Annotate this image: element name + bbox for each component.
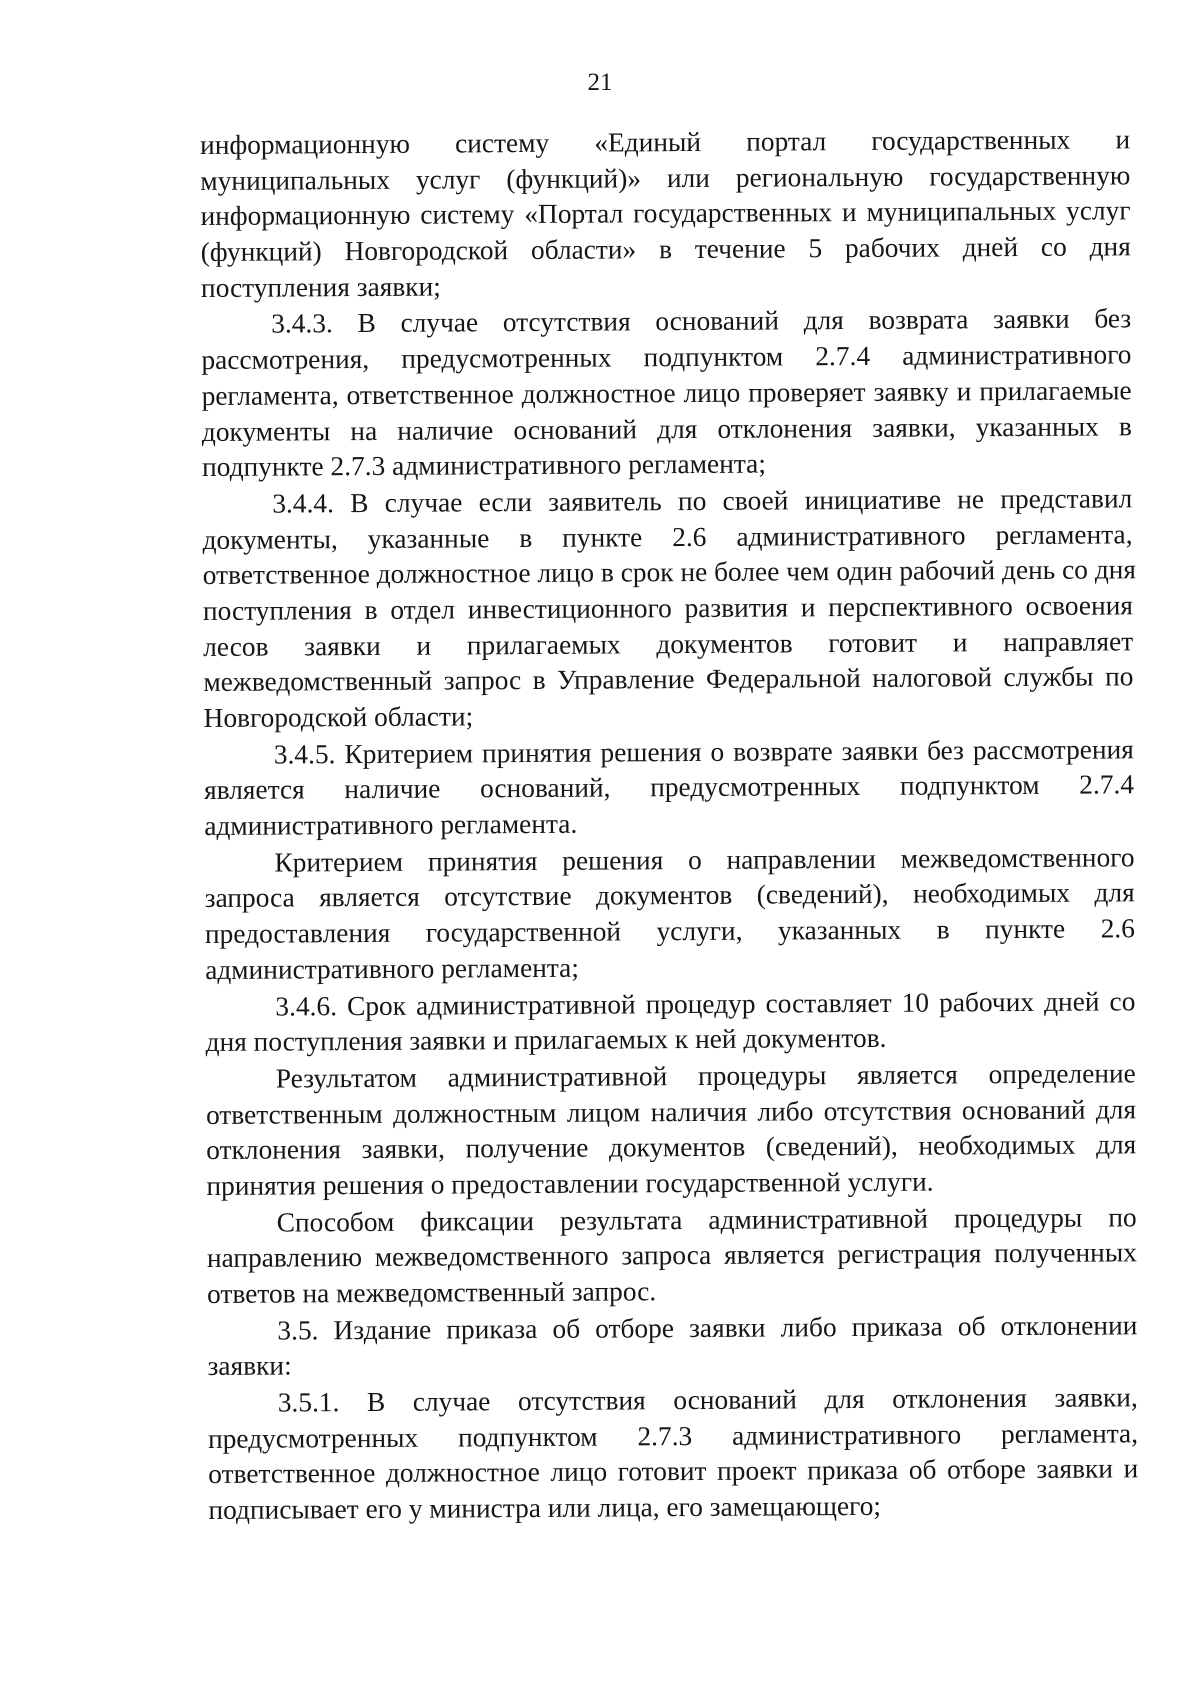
text-line: 3.5. Издание приказа об отборе заявки либо приказа об отклонении	[277, 1309, 1138, 1346]
text-line: ответственным должностным лицом наличия либо отсутствия оснований для	[205, 1093, 1137, 1130]
paragraph	[207, 1200, 1138, 1313]
text-line: муниципальных услуг (функций)» или региональную государственную	[200, 160, 1131, 196]
text-line: 3.4.5. Критерием принятия решения о возврате заявки без рассмотрения	[273, 733, 1134, 770]
text-line: поступления заявки;	[200, 271, 441, 303]
text-line: Новгородской области;	[203, 701, 474, 733]
text-line: 3.4.4. В случае если заявитель по своей инициативе не представил	[272, 483, 1133, 519]
text-line: административного регламента.	[204, 808, 578, 842]
text-line: межведомственный запрос в Управление Федеральной налоговой службы по	[203, 661, 1134, 698]
text-line: заявки:	[207, 1350, 292, 1382]
text-line: 3.5.1. В случае отсутствия оснований для отклонения заявки,	[277, 1382, 1138, 1418]
paragraph	[207, 1308, 1137, 1385]
text-line: 3.4.3. В случае отсутствия оснований для возврата заявки без	[271, 303, 1132, 340]
text-line: документы на наличие оснований для отклонения заявки, указанных в	[201, 410, 1132, 447]
text-line: предусмотренных подпунктом 2.7.3 административного регламента,	[207, 1418, 1139, 1454]
text-line: предоставления государственной услуги, указанных в пункте 2.6	[204, 913, 1135, 950]
text-line: является наличие оснований, предусмотренных подпунктом 2.7.4	[203, 769, 1135, 806]
text-line: ответственное должностное лицо в срок не более чем один рабочий день со дня	[202, 554, 1137, 591]
text-line: подпункте 2.7.3 административного регламента;	[201, 448, 766, 483]
text-line: Способом фиксации результата административной процедуры по	[276, 1201, 1137, 1238]
text-line: поступления в отдел инвестиционного развития и перспективного освоения	[202, 590, 1134, 626]
text-line: рассмотрения, предусмотренных подпунктом 2.7.4 административного	[201, 339, 1132, 376]
paragraph	[208, 1380, 1139, 1528]
text-line: 3.4.6. Срок административной процедур составляет 10 рабочих дней со	[275, 985, 1136, 1022]
text-line: ответов на межведомственный запрос.	[207, 1276, 657, 1309]
text-line: документы, указанные в пункте 2.6 административного регламента,	[202, 518, 1133, 555]
text-line: регламента, ответственное должностное лицо проверяет заявку и прилагаемые	[201, 375, 1132, 411]
text-line: Результатом административной процедуры является определение	[275, 1058, 1136, 1094]
paragraph	[201, 302, 1132, 486]
document-body	[200, 122, 1139, 1529]
paragraph	[206, 1056, 1137, 1204]
text-line: отклонения заявки, получение документов (сведений), необходимых для	[206, 1129, 1137, 1166]
paragraph	[204, 732, 1135, 845]
text-line: ответственное должностное лицо готовит проект приказа об отборе заявки и	[208, 1453, 1139, 1490]
paragraph	[202, 481, 1137, 736]
text-line: дня поступления заявки и прилагаемых к ней документов.	[205, 1023, 887, 1058]
text-line: лесов заявки и прилагаемых документов готовит и направляет	[203, 625, 1134, 662]
page-number: 21	[587, 69, 613, 96]
text-line: информационную систему «Единый портал государственных и	[200, 124, 1131, 160]
paragraph	[205, 984, 1135, 1061]
text-line: запроса является отсутствие документов (сведений), необходимых для	[204, 877, 1135, 914]
paragraph	[204, 840, 1135, 988]
text-line: принятия решения о предоставлении государственной услуги.	[206, 1166, 934, 1201]
text-line: информационную систему «Портал государственных и муниципальных услуг	[200, 195, 1131, 232]
text-line: (функций) Новгородской области» в течение 5 рабочих дней со дня	[200, 231, 1131, 268]
paragraph	[200, 122, 1131, 306]
text-line: направлению межведомственного запроса является регистрация полученных	[206, 1237, 1137, 1274]
text-line: подписывает его у министра или лица, его замещающего;	[208, 1490, 882, 1526]
text-line: Критерием принятия решения о направлении межведомственного	[274, 842, 1135, 878]
text-line: административного регламента;	[205, 952, 579, 985]
